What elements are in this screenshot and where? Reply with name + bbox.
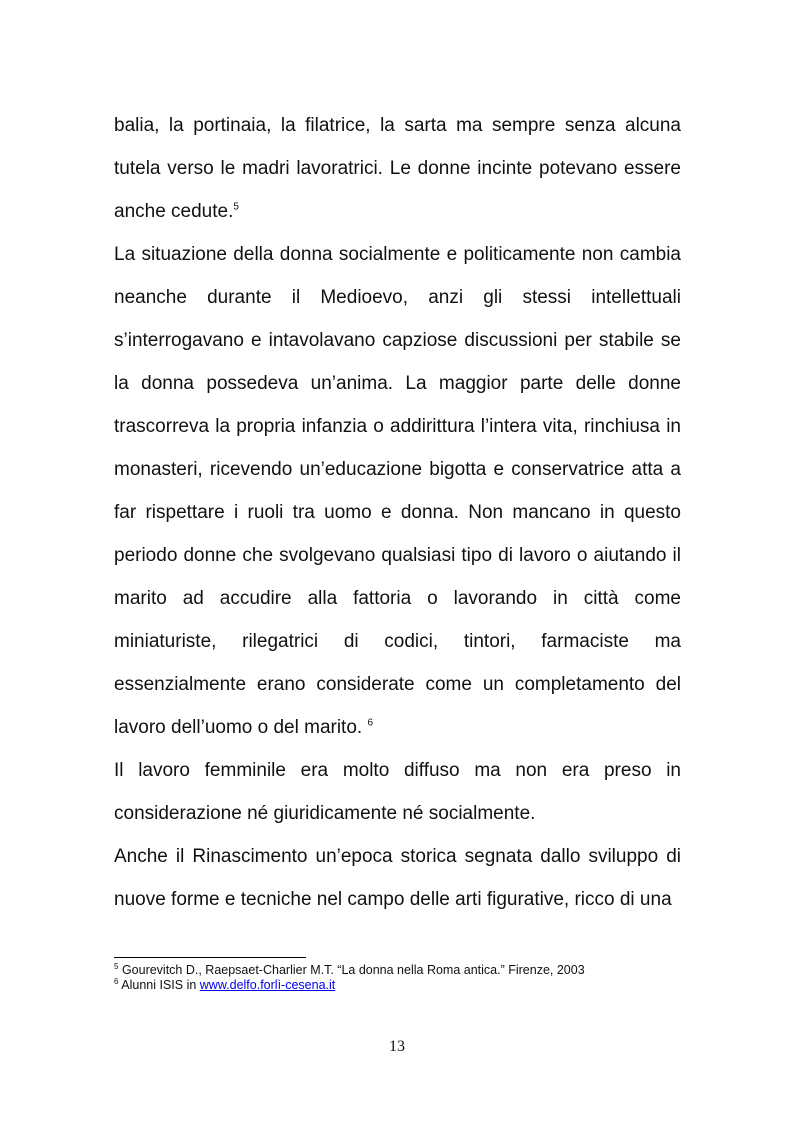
page-number: 13 <box>389 1038 405 1055</box>
footnote <box>114 963 714 978</box>
paragraph <box>114 749 681 835</box>
footnote-text: Alunni ISIS in <box>121 978 200 992</box>
paragraph <box>114 233 681 749</box>
footnote-reference[interactable]: 5 <box>233 201 239 213</box>
paragraph-text: Il lavoro femminile era molto diffuso ma non era preso in considerazione né giuridicamente né socialmente. <box>114 760 681 824</box>
paragraph-text: La situazione della donna socialmente e politicamente non cambia neanche durante il Medioevo, anzi gli stessi intellettuali s’interrogavano e intavolavano capziose discussioni per stabile se la donna possedeva un’anima. La maggior parte delle donne trascorreva la propria infanzia o addirittura l’intera vita, rinchiusa in monasteri, ricevendo un’educazione bigotta e conservatrice atta a far rispettare i ruoli tra uomo e donna. Non mancano in questo periodo donne che svolgevano qualsiasi tipo di lavoro o aiutando il marito ad accudire alla fattoria o lavorando in città come miniaturiste, rilegatrici di codici, tintori, farmaciste ma essenzialmente erano considerate come un completamento del lavoro dell’uomo o del marito. <box>114 244 681 738</box>
footnote-separator <box>114 957 306 958</box>
footnote-number: 6 <box>114 976 119 986</box>
footnotes <box>114 963 714 993</box>
footnote <box>114 978 714 993</box>
footnote-reference[interactable]: 6 <box>367 717 374 729</box>
body-text <box>114 104 681 921</box>
footnote-number: 5 <box>114 961 119 971</box>
paragraph-text: balia, la portinaia, la filatrice, la sarta ma sempre senza alcuna tutela verso le madri lavoratrici. Le donne incinte potevano essere anche cedute. <box>114 115 681 222</box>
footnote-text: Gourevitch D., Raepsaet-Charlier M.T. “La donna nella Roma antica.” Firenze, 2003 <box>121 963 585 977</box>
paragraph <box>114 104 681 233</box>
paragraph <box>114 835 681 921</box>
paragraph-text: Anche il Rinascimento un’epoca storica segnata dallo sviluppo di nuove forme e tecniche nel campo delle arti figurative, ricco di una <box>114 846 681 910</box>
footnote-link[interactable]: www.delfo.forlì-cesena.it <box>199 978 336 992</box>
